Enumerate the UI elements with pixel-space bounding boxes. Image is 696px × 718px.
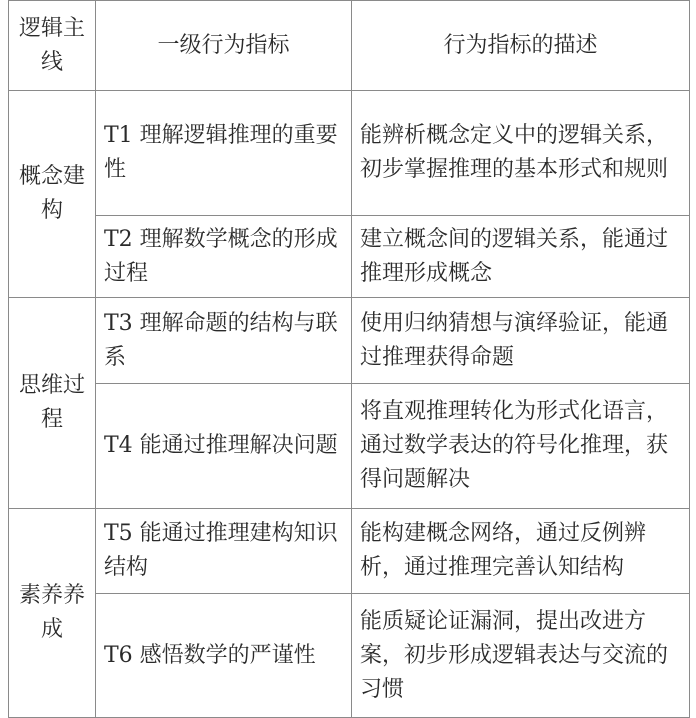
description-cell: 能质疑论证漏洞，提出改进方案，初步形成逻辑表达与交流的习惯 xyxy=(352,594,690,718)
description-cell: 能构建概念网络，通过反例辨析，通过推理完善认知结构 xyxy=(352,509,690,594)
description-cell: 能辨析概念定义中的逻辑关系，初步掌握推理的基本形式和规则 xyxy=(352,91,690,216)
logic-indicator-table xyxy=(8,0,690,718)
table-row xyxy=(9,509,690,594)
group-concept-construction: 概念建构 xyxy=(9,91,96,298)
indicator-cell: T4 能通过推理解决问题 xyxy=(96,384,352,509)
group-thinking-process: 思维过程 xyxy=(9,298,96,509)
table-row xyxy=(9,384,690,509)
header-main-line: 逻辑主线 xyxy=(9,1,96,91)
group-literacy-development: 素养养成 xyxy=(9,509,96,718)
header-indicator: 一级行为指标 xyxy=(96,1,352,91)
indicator-cell: T1 理解逻辑推理的重要性 xyxy=(96,91,352,216)
indicator-cell: T2 理解数学概念的形成过程 xyxy=(96,216,352,298)
description-cell: 建立概念间的逻辑关系，能通过推理形成概念 xyxy=(352,216,690,298)
description-cell: 将直观推理转化为形式化语言，通过数学表达的符号化推理，获得问题解决 xyxy=(352,384,690,509)
table-row xyxy=(9,216,690,298)
indicator-cell: T3 理解命题的结构与联系 xyxy=(96,298,352,384)
indicator-cell: T6 感悟数学的严谨性 xyxy=(96,594,352,718)
table-row xyxy=(9,91,690,216)
description-cell: 使用归纳猜想与演绎验证，能通过推理获得命题 xyxy=(352,298,690,384)
table-row xyxy=(9,594,690,718)
header-description: 行为指标的描述 xyxy=(352,1,690,91)
indicator-cell: T5 能通过推理建构知识结构 xyxy=(96,509,352,594)
table-header-row xyxy=(9,1,690,91)
table-row xyxy=(9,298,690,384)
